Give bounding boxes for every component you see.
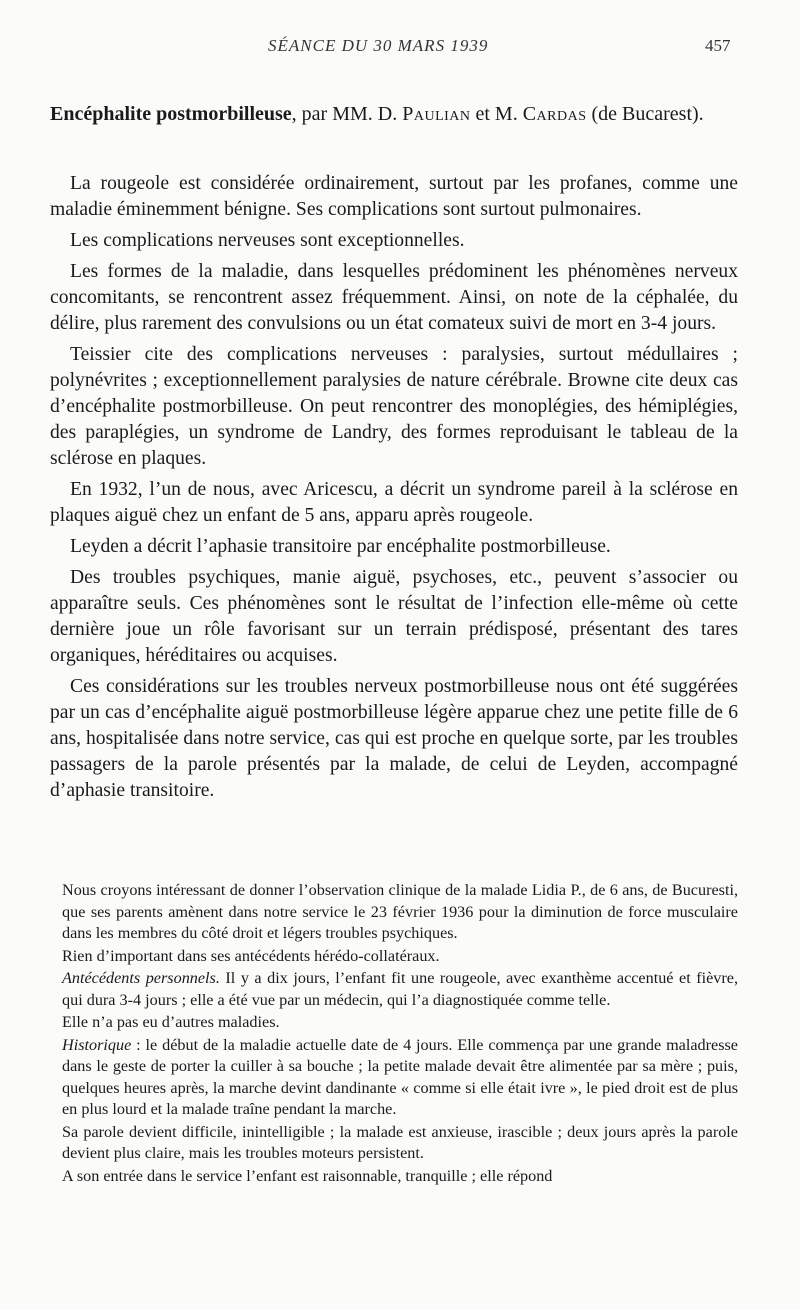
article-body xyxy=(50,171,738,809)
page-number: 457 xyxy=(705,36,731,55)
observation-speech: Sa parole devient difficile, inintelligible ; la malade est anxieuse, irascible ; deux jours après la parole devient plus claire, mais les troubles moteurs persistent. xyxy=(62,1122,738,1162)
observation-other-diseases: Elle n’a pas eu d’autres maladies. xyxy=(62,1013,280,1031)
body-paragraph: Des troubles psychiques, manie aiguë, psychoses, etc., peuvent s’associer ou apparaître seuls. Ces phénomènes sont le résultat de l’infection elle-même où cette dernière joue un rôle favorisant sur un terrain prédisposé, présentant des tares organiques, héréditaires ou acquises. xyxy=(50,567,738,666)
clinical-observation xyxy=(62,880,738,1188)
article-title xyxy=(50,100,740,128)
antecedents-text: Il y a dix jours, l’enfant fit une rougeole, avec exanthème accentué et fièvre, qui dura 3-4 jours ; elle a été vue par un médecin, qui l’a diagnostiquée comme telle. xyxy=(62,969,738,1009)
antecedents-label: Antécédents personnels. xyxy=(62,969,220,987)
observation-intro: Nous croyons intéressant de donner l’observation clinique de la malade Lidia P., de 6 ans, de Bucuresti, que ses parents amènent dans notre service le 23 février 1936 pour la diminution de force musculaire dans les membres du côté droit et légers troubles psychiques. xyxy=(62,881,738,942)
running-head xyxy=(0,36,800,58)
observation-antecedents xyxy=(62,968,738,1011)
body-paragraph: En 1932, l’un de nous, avec Aricescu, a décrit un syndrome pareil à la sclérose en plaques aiguë chez un enfant de 5 ans, apparu après rougeole. xyxy=(50,479,738,526)
observation-entry: A son entrée dans le service l’enfant est raisonnable, tranquille ; elle répond xyxy=(62,1166,553,1185)
observation-heredo: Rien d’important dans ses antécédents hérédo-collatéraux. xyxy=(62,946,440,965)
historique-label: Historique xyxy=(62,1035,132,1054)
author-paulian: Paulian xyxy=(402,103,471,125)
author-cardas: Cardas xyxy=(522,103,587,125)
article-title-by: , par MM. D. xyxy=(291,103,403,125)
article-title-and: et M. xyxy=(470,103,523,125)
running-head-title: SÉANCE DU 30 MARS 1939 xyxy=(268,36,489,55)
observation-historique xyxy=(62,1035,738,1121)
article-title-place: (de Bucarest). xyxy=(586,103,704,125)
body-paragraph: Ces considérations sur les troubles nerveux postmorbilleuse nous ont été suggérées par un cas d’encéphalite aiguë postmorbilleuse légère apparue chez une petite fille de 6 ans, hospitalisée dans notre service, cas qui est proche en quelque sorte, par les troubles passagers de la parole présentés par la malade, de celui de Leyden, accompagné d’aphasie transitoire. xyxy=(50,676,738,801)
body-paragraph: Les formes de la maladie, dans lesquelles prédominent les phénomènes nerveux concomitants, se rencontrent assez fréquemment. Ainsi, on note de la céphalée, du délire, plus rarement des convulsions ou un état comateux suivi de mort en 3-4 jours. xyxy=(50,261,738,334)
historique-text: : le début de la maladie actuelle date de 4 jours. Elle commença par une grande maladresse dans le geste de porter la cuiller à sa bouche ; la petite malade devait être alimentée par sa mère ; puis, quelques heures après, la marche devint dandinante « comme si elle était ivre », le pied droit est de plus en plus lourd et la malade traîne pendant la marche. xyxy=(62,1035,738,1118)
body-paragraph: Les complications nerveuses sont exceptionnelles. xyxy=(70,230,465,251)
body-paragraph: Leyden a décrit l’aphasie transitoire par encéphalite postmorbilleuse. xyxy=(70,536,611,557)
body-paragraph: La rougeole est considérée ordinairement, surtout par les profanes, comme une maladie éminemment bénigne. Ses complications sont surtout pulmonaires. xyxy=(50,173,738,220)
body-paragraph: Teissier cite des complications nerveuses : paralysies, surtout médullaires ; polynévrites ; exceptionnellement paralysies de nature cérébrale. Browne cite deux cas d’encéphalite postmorbilleuse. On peut rencontrer des monoplégies, des hémiplégies, des paraplégies, un syndrome de Landry, des formes reproduisant le tableau de la sclérose en plaques. xyxy=(50,344,738,469)
article-title-main: Encéphalite postmorbilleuse xyxy=(50,103,292,125)
